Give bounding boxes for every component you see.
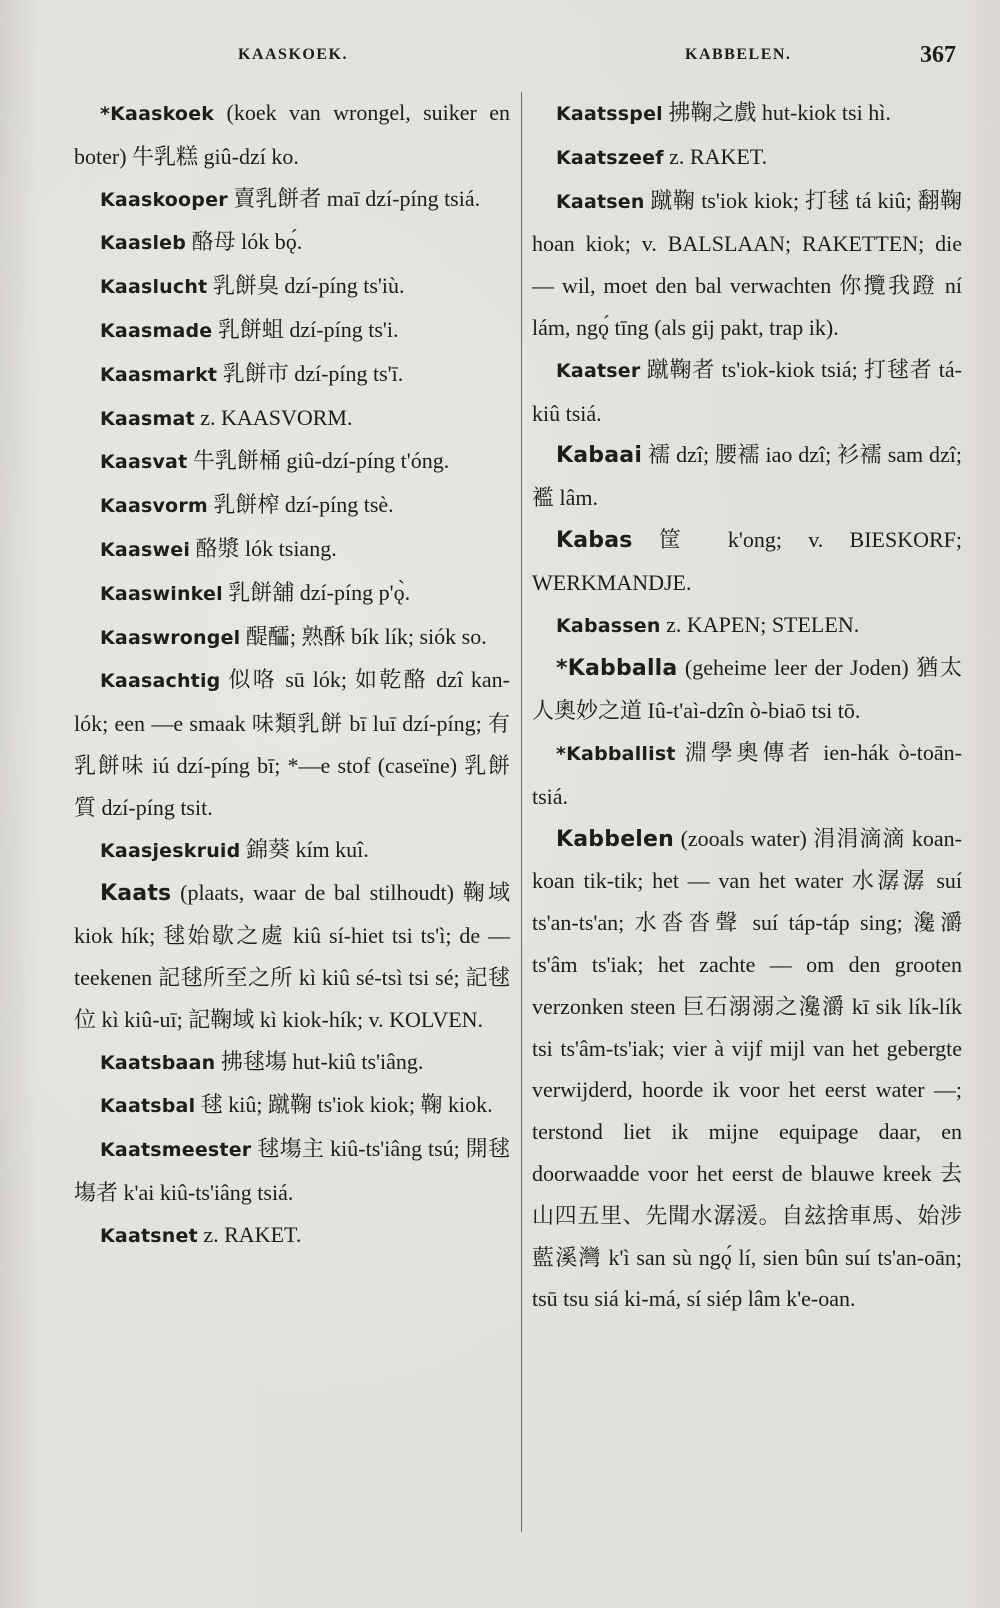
running-head-right: KABBELEN.: [685, 46, 792, 63]
entry-headword: Kaasmade: [100, 319, 213, 342]
entry-definition: 乳餅舖 dzí-píng p'ǫ̀.: [222, 579, 411, 605]
entry-definition: 淵學奧傳者 ien-hák ò-toān-tsiá.: [532, 739, 962, 809]
entry-headword: Kaatsen: [556, 190, 645, 213]
entry-definition: z. RAKET.: [663, 143, 768, 169]
entry-definition: 襦 dzî; 腰襦 iao dzî; 衫襦 sam dzî; 襤 lâm.: [532, 442, 962, 511]
entry-headword: Kaatsnet: [100, 1224, 198, 1247]
entry-definition: 毬塲主 kiû-ts'iâng tsú; 開毬塲者 k'ai kiû-ts'iâng tsiá.: [74, 1136, 510, 1205]
dictionary-entry: [74, 829, 510, 873]
entry-definition: 蹴鞠者 ts'iok-kiok tsiá; 打毬者 tá-kiû tsiá.: [532, 356, 962, 426]
entry-headword: Kaasleb: [100, 232, 187, 255]
entry-definition: 乳餅榨 dzí-píng tsè.: [207, 492, 394, 518]
entry-definition: z. KAPEN; STELEN.: [660, 611, 860, 637]
dictionary-entry: [74, 1128, 510, 1214]
left-column: [74, 92, 510, 1258]
entry-definition: 拂毬塲 hut-kiû ts'iâng.: [215, 1048, 424, 1074]
dictionary-entry: [74, 309, 510, 353]
dictionary-entry: [532, 434, 962, 519]
dictionary-entry: [74, 528, 510, 572]
dictionary-entry: [74, 616, 510, 660]
entry-headword: Kaasvorm: [100, 495, 208, 518]
dictionary-entry: [532, 180, 962, 349]
page-header: [0, 42, 1000, 72]
entry-headword: Kabas: [556, 527, 633, 553]
dictionary-entry: [74, 872, 510, 1040]
entry-definition: (geheime leer der Joden) 猶太人奧妙之道 Iû-t'aì-dzîn ò-biaō tsi tō.: [532, 655, 962, 724]
dictionary-entry: [532, 136, 962, 180]
column-divider: [521, 92, 522, 1532]
entry-headword: Kaasvat: [100, 451, 188, 474]
entry-headword: Kaatsmeester: [100, 1139, 252, 1162]
entry-definition: (plaats, waar de bal stilhoudt) 鞠域 kiok hík; 毬始歇之處 kiû sí-hiet tsi ts'ì; de — teekenen 記毬所至之所 kì kiû sé-tsì tsi sé; 記毬位 kì kiû-uī; 記鞠域 kì kiok-hík; v. KOLVEN.: [74, 880, 510, 1032]
dictionary-entry: [74, 1084, 510, 1128]
entry-headword: Kaaswinkel: [100, 582, 223, 605]
entry-headword: Kaatsbaan: [100, 1051, 216, 1074]
entry-definition: 乳餅臭 dzí-píng ts'iù.: [207, 273, 405, 299]
entry-definition: 乳餅蛆 dzí-píng ts'i.: [212, 316, 399, 342]
entry-definition: (koek van wrongel, suiker en boter) 牛乳糕 giû-dzí ko.: [74, 100, 510, 169]
entry-headword: *Kabballist: [556, 742, 676, 765]
dictionary-entry: [74, 221, 510, 265]
dictionary-entry: [74, 572, 510, 616]
entry-definition: 錦葵 kím kuî.: [240, 836, 369, 862]
entry-headword: Kaatsbal: [100, 1095, 196, 1118]
entry-definition: z. KAASVORM.: [194, 404, 353, 430]
entry-headword: Kaaswei: [100, 538, 191, 561]
entry-definition: 拂鞠之戲 hut-kiok tsi hì.: [662, 100, 891, 125]
entry-headword: *Kaaskoek: [100, 103, 215, 125]
entry-headword: Kaaslucht: [100, 276, 208, 299]
dictionary-entry: [532, 519, 962, 604]
dictionary-entry: [74, 1041, 510, 1085]
entry-headword: Kaasachtig: [100, 670, 221, 693]
entry-headword: Kaatser: [556, 359, 641, 382]
entry-definition: 似咯 sū lók; 如乾酪 dzî kan-lók; een —e smaak 味類乳餅 bī luī dzí-píng; 有乳餅味 iú dzí-píng bī; *—e stof (caseïne) 乳餅質 dzí-píng tsit.: [74, 667, 510, 820]
entry-definition: 乳餅市 dzí-píng ts'ī.: [217, 360, 404, 386]
entry-definition: 酪漿 lók tsiang.: [190, 535, 337, 561]
entry-headword: Kaasmarkt: [100, 363, 218, 386]
entry-definition: 筐 k'ong; v. BIESKORF; WERKMANDJE.: [532, 526, 962, 595]
entry-definition: 牛乳餅桶 giû-dzí-píng t'óng.: [187, 448, 450, 474]
entry-headword: Kabaai: [556, 443, 643, 469]
page-number: 367: [920, 42, 956, 68]
dictionary-entry: [74, 353, 510, 397]
dictionary-entry: [74, 484, 510, 528]
dictionary-entry: [532, 604, 962, 648]
dictionary-entry: [532, 349, 962, 435]
entry-definition: 酪母 lók bǫ́.: [186, 229, 303, 255]
entry-definition: (zooals water) 涓涓滴滴 koan-koan tik-tik; het — van het water 水潺潺 suí ts'an-ts'an; 水沓沓聲 suí táp-táp sing; 瀺灂 ts'âm ts'iak; het zachte — om den grooten verzonken steen 巨石溺溺之瀺灂 kī sik lík-lík tsi ts'âm-ts'iak; vier à vijf mijl van het gebergte verwijderd, hoorde ik voor het eerst water —; terstond liet ik mijne equipage daar, en doorwaadde voor het eerst de blauwe kreek 去山四五里、先聞水潺湲。自玆捨車馬、始涉藍溪灣 k'ì san sù ngǫ́ lí, sien bûn suí ts'an-oān; tsū tsu siá ki-má, sí siép lâm k'e-oan.: [532, 825, 962, 1312]
entry-headword: Kabassen: [556, 614, 661, 637]
dictionary-entry: [74, 397, 510, 441]
dictionary-entry: [532, 647, 962, 732]
dictionary-entry: [532, 818, 962, 1321]
right-column: [532, 92, 962, 1320]
dictionary-entry: [74, 440, 510, 484]
dictionary-entry: [532, 732, 962, 818]
entry-headword: Kaaswrongel: [100, 626, 241, 649]
entry-definition: z. RAKET.: [197, 1221, 302, 1247]
entry-headword: Kabbelen: [556, 826, 675, 852]
entry-headword: Kaatszeef: [556, 146, 664, 169]
entry-headword: *Kabballa: [556, 656, 678, 682]
entry-definition: 蹴鞠 ts'iok kiok; 打毬 tá kiû; 翻鞠 hoan kiok; v. BALSLAAN; RAKETTEN; die — wil, moet den bal verwachten 你攬我蹬 ní lám, ngǫ́ tīng (als gij pakt, trap ik).: [532, 187, 962, 340]
dictionary-entry: [74, 1214, 510, 1258]
dictionary-entry: [74, 92, 510, 178]
entry-headword: Kaasjeskruid: [100, 839, 241, 862]
entry-definition: 醍醽; 熟酥 bík lík; siók so.: [240, 623, 487, 649]
entry-headword: Kaasmat: [100, 407, 195, 430]
dictionary-entry: [74, 659, 510, 828]
entry-definition: 賣乳餅者 maī dzí-píng tsiá.: [227, 185, 481, 211]
dictionary-entry: [74, 265, 510, 309]
dictionary-entry: [74, 178, 510, 222]
entry-headword: Kaats: [100, 881, 172, 907]
dictionary-entry: [532, 92, 962, 136]
running-head-left: KAASKOEK.: [238, 46, 348, 63]
entry-headword: Kaaskooper: [100, 188, 228, 211]
entry-headword: Kaatsspel: [556, 103, 663, 125]
entry-definition: 毬 kiû; 蹴鞠 ts'iok kiok; 鞠 kiok.: [195, 1092, 493, 1118]
